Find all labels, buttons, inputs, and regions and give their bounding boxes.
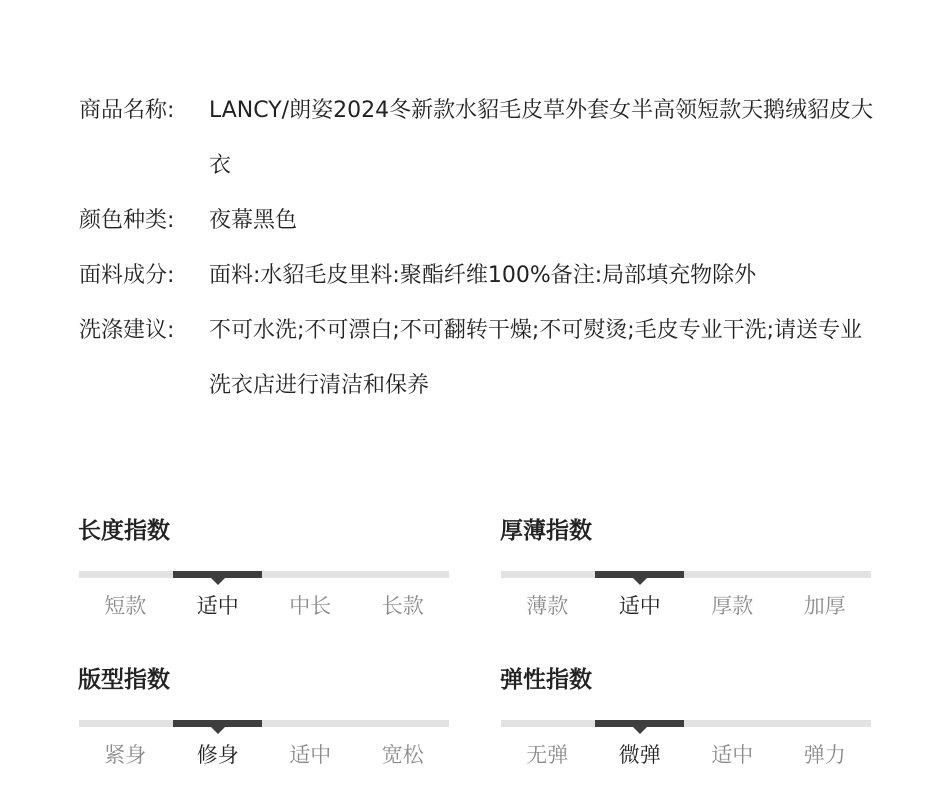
fit-index <box>79 665 451 769</box>
index-scale-track <box>501 571 871 578</box>
index-scale-active <box>595 571 684 578</box>
index-option: 适中 <box>618 594 661 618</box>
color-value: 夜幕黑色 <box>209 208 298 233</box>
length-index <box>79 516 451 620</box>
info-row-washing <box>79 303 879 413</box>
info-row-color <box>79 193 879 248</box>
index-options <box>79 741 449 769</box>
index-title: 长度指数 <box>78 518 170 544</box>
index-options <box>501 592 871 620</box>
index-options <box>79 592 449 620</box>
index-option: 紧身 <box>104 743 147 767</box>
index-scale-track <box>501 720 871 727</box>
index-option: 中长 <box>289 594 332 618</box>
index-option: 长款 <box>381 594 424 618</box>
pointer-icon <box>211 578 225 585</box>
index-scale-active <box>173 720 262 727</box>
index-scale-track <box>79 571 449 578</box>
index-option: 适中 <box>711 743 754 767</box>
product-name-value: LANCY/朗姿2024冬新款水貂毛皮草外套女半高领短款天鹅绒貂皮大衣 <box>209 98 874 178</box>
index-option: 厚款 <box>711 594 754 618</box>
index-option: 无弹 <box>526 743 569 767</box>
thickness-index <box>501 516 873 620</box>
index-option: 加厚 <box>803 594 846 618</box>
index-option: 适中 <box>196 594 239 618</box>
index-option: 适中 <box>289 743 332 767</box>
info-row-name <box>79 83 879 193</box>
info-label: 面料成分: <box>79 263 175 288</box>
index-scale-track <box>79 720 449 727</box>
index-scale-active <box>173 571 262 578</box>
index-option: 修身 <box>196 743 239 767</box>
index-title: 厚薄指数 <box>500 518 592 544</box>
elasticity-index <box>501 665 873 769</box>
index-option: 短款 <box>104 594 147 618</box>
washing-value: 不可水洗;不可漂白;不可翻转干燥;不可熨烫;毛皮专业干洗;请送专业洗衣店进行清洁和保养 <box>209 318 863 398</box>
material-value: 面料:水貂毛皮里料:聚酯纤维100%备注:局部填充物除外 <box>209 263 757 288</box>
product-info <box>79 83 879 413</box>
info-row-material <box>79 248 879 303</box>
index-option: 微弹 <box>618 743 661 767</box>
index-title: 版型指数 <box>78 667 170 693</box>
index-scale-active <box>595 720 684 727</box>
pointer-icon <box>633 578 647 585</box>
pointer-icon <box>633 727 647 734</box>
index-option: 弹力 <box>803 743 846 767</box>
index-option: 宽松 <box>381 743 424 767</box>
index-option: 薄款 <box>526 594 569 618</box>
index-title: 弹性指数 <box>500 667 592 693</box>
info-label: 商品名称: <box>79 98 175 123</box>
index-options <box>501 741 871 769</box>
info-label: 颜色种类: <box>79 208 175 233</box>
info-label: 洗涤建议: <box>79 318 175 343</box>
pointer-icon <box>211 727 225 734</box>
